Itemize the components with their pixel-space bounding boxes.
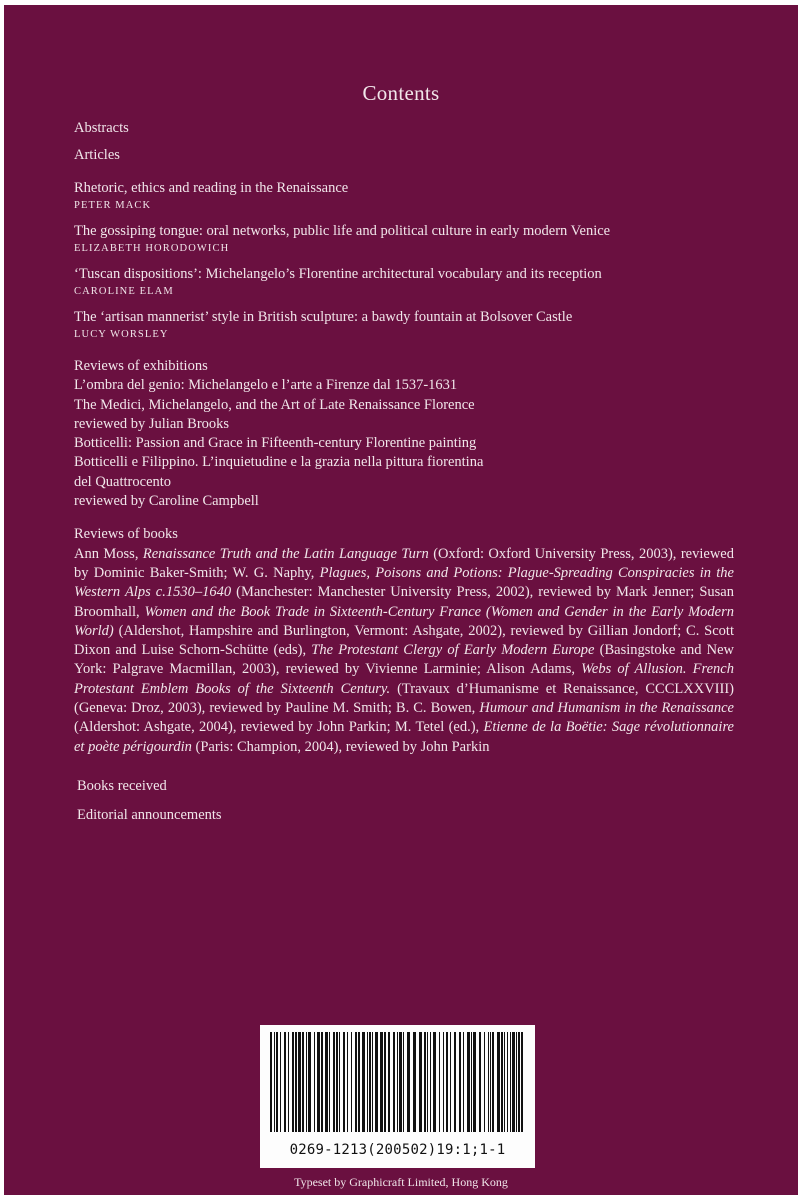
barcode-bar xyxy=(443,1032,444,1132)
barcode-bar xyxy=(427,1032,428,1132)
barcode-bar xyxy=(292,1032,294,1132)
page-title: Contents xyxy=(362,81,440,105)
barcode-bar xyxy=(439,1032,440,1132)
exhibition-line: reviewed by Julian Brooks xyxy=(74,415,230,432)
article-title: The ‘artisan mannerist’ style in British sculpture: a bawdy fountain at Bolsover Castle xyxy=(74,309,573,325)
barcode-bar xyxy=(518,1032,520,1132)
barcode-bar xyxy=(479,1032,481,1132)
barcode-bar xyxy=(302,1032,304,1132)
barcode-bar xyxy=(276,1032,278,1132)
barcode-bar xyxy=(521,1032,523,1132)
barcode-bar xyxy=(507,1032,508,1132)
barcode-bar xyxy=(446,1032,448,1132)
barcode-bar xyxy=(288,1032,289,1132)
barcode-bar xyxy=(325,1032,328,1132)
barcode-bar xyxy=(430,1032,431,1132)
article-title: The gossiping tongue: oral networks, public life and political culture in early modern Venice xyxy=(74,223,611,239)
barcode-bar xyxy=(306,1032,307,1132)
section-articles: Articles xyxy=(74,147,120,163)
barcode-bar xyxy=(343,1032,345,1132)
text-run: (Aldershot, Hampshire and Burlington, Vermont: Ashgate, 2002), reviewed by Gillian Jondorf; C. Scott Dixon and Luise Schorn-Schütte (eds), xyxy=(74,622,734,659)
barcode-label xyxy=(260,1025,535,1168)
article-entry xyxy=(74,222,734,257)
exhibition-line: del Quattrocento xyxy=(74,473,172,490)
exhibition-line: Botticelli e Filippino. L’inquietudine e la grazia nella pittura fiorentina xyxy=(74,454,484,471)
barcode-icon xyxy=(268,1032,527,1132)
barcode-bar xyxy=(504,1032,505,1132)
barcode-bar xyxy=(516,1032,517,1132)
editorial-announcements: Editorial announcements xyxy=(77,807,222,823)
barcode-bar xyxy=(424,1032,426,1132)
barcode-bar xyxy=(358,1032,360,1132)
article-author: ELIZABETH HORODOWICH xyxy=(74,243,230,254)
barcode-bar xyxy=(473,1032,476,1132)
barcode-bar xyxy=(321,1032,323,1132)
text-run: Ann Moss, xyxy=(74,545,143,562)
barcode-bar xyxy=(270,1032,272,1132)
books-heading: Reviews of books xyxy=(74,526,178,543)
typeset-credit: Typeset by Graphicraft Limited, Hong Kong xyxy=(294,1175,508,1189)
book-title: Women and the Book Trade in Sixteenth-Century France (Women and Gender in the Early Modern World) xyxy=(74,603,734,639)
book-title: The Protestant Clergy of Early Modern Europe xyxy=(311,642,595,659)
barcode-bar xyxy=(333,1032,335,1132)
barcode-bar xyxy=(454,1032,456,1132)
barcode-bar xyxy=(397,1032,398,1132)
barcode-bar xyxy=(450,1032,451,1132)
barcode-bar xyxy=(471,1032,472,1132)
article-entry xyxy=(74,265,734,300)
book-reviews-paragraph xyxy=(74,545,734,757)
text-run: (Aldershot: Ashgate, 2004), reviewed by John Parkin; M. Tetel (ed.), xyxy=(74,719,484,736)
barcode-bar xyxy=(274,1032,275,1132)
barcode-bar xyxy=(393,1032,395,1132)
barcode-bar xyxy=(459,1032,461,1132)
text-run: (Paris: Champion, 2004), reviewed by John Parkin xyxy=(191,738,490,755)
barcode-bar xyxy=(347,1032,348,1132)
barcode-bar xyxy=(403,1032,404,1132)
article-author: LUCY WORSLEY xyxy=(74,329,169,340)
barcode-bar xyxy=(308,1032,311,1132)
text-run: (Manchester: Manchester University Press, 2002), reviewed by Mark Jenner; Susan Broomhall, xyxy=(74,584,734,620)
barcode-bar xyxy=(317,1032,320,1132)
barcode-bar xyxy=(372,1032,373,1132)
barcode-bar xyxy=(492,1032,494,1132)
barcode-bar xyxy=(512,1032,515,1132)
barcode-bar xyxy=(375,1032,378,1132)
contents-tail xyxy=(77,777,222,825)
barcode-bar xyxy=(463,1032,464,1132)
exhibitions-heading: Reviews of exhibitions xyxy=(74,358,208,374)
barcode-bar xyxy=(510,1032,511,1132)
journal-back-cover xyxy=(4,5,798,1195)
barcode-bar xyxy=(399,1032,402,1132)
barcode-bar xyxy=(497,1032,500,1132)
exhibition-line: The Medici, Michelangelo, and the Art of Late Renaissance Florence xyxy=(74,396,475,413)
barcode-bar xyxy=(355,1032,357,1132)
book-reviews xyxy=(74,525,734,757)
barcode-bar xyxy=(380,1032,383,1132)
exhibition-line: reviewed by Caroline Campbell xyxy=(74,493,259,510)
barcode-bar xyxy=(388,1032,390,1132)
barcode-number: 0269-1213(200502)19:1;1-1 xyxy=(289,1142,506,1158)
article-author: PETER MACK xyxy=(74,200,152,211)
article-author: CAROLINE ELAM xyxy=(74,286,174,297)
barcode-bar xyxy=(407,1032,410,1132)
barcode-bar xyxy=(336,1032,338,1132)
book-title: Humour and Humanism in the Renaissance xyxy=(479,700,734,717)
article-title: ‘Tuscan dispositions’: Michelangelo’s Florentine architectural vocabulary and its reception xyxy=(74,266,602,282)
article-entry xyxy=(74,179,734,214)
barcode-bar xyxy=(298,1032,301,1132)
barcode-bar xyxy=(284,1032,286,1132)
book-title: Renaissance Truth and the Latin Language Turn xyxy=(142,545,429,562)
books-received: Books received xyxy=(77,778,167,794)
exhibition-line: L’ombra del genio: Michelangelo e l’arte a Firenze dal 1537-1631 xyxy=(74,377,458,394)
barcode-bar xyxy=(490,1032,491,1132)
barcode-bar xyxy=(329,1032,330,1132)
text-run: (Basingstoke and New York: Palgrave Macmillan, 2003), reviewed by Vivienne Larminie; Alison Adams, xyxy=(74,642,735,678)
book-title: Webs of Allusion. French Protestant Emblem Books of the Sixteenth Century. xyxy=(74,661,734,697)
section-abstracts: Abstracts xyxy=(74,120,129,136)
barcode-bar xyxy=(384,1032,386,1132)
barcode-bar xyxy=(362,1032,365,1132)
barcode-bar xyxy=(339,1032,340,1132)
book-title: Plagues, Poisons and Potions: Plague-Spreading Conspiracies in the Western Alps c.1530–1640 xyxy=(74,564,734,601)
barcode-bar xyxy=(501,1032,503,1132)
barcode-bar xyxy=(314,1032,315,1132)
text-run: (Travaux d’Humanisme et Renaissance, CCCLXXVIII) (Geneva: Droz, 2003), reviewed by Pauline M. Smith; B. C. Bowen, xyxy=(74,680,734,717)
barcode-bar xyxy=(467,1032,470,1132)
barcode-bar xyxy=(488,1032,489,1132)
text-run: (Oxford: Oxford University Press, 2003), reviewed by Dominic Baker-Smith; W. G. Naphy, xyxy=(74,545,734,581)
barcode-bar xyxy=(419,1032,422,1132)
barcode-bar xyxy=(280,1032,281,1132)
book-title: Etienne de la Boëtie: Sage révolutionnaire et poète périgourdin xyxy=(74,719,734,755)
exhibition-reviews xyxy=(74,357,734,511)
contents-list xyxy=(74,119,734,757)
barcode-bar xyxy=(413,1032,416,1132)
exhibition-line: Botticelli: Passion and Grace in Fifteenth-century Florentine painting xyxy=(74,435,477,452)
barcode-bar xyxy=(367,1032,368,1132)
article-title: Rhetoric, ethics and reading in the Renaissance xyxy=(74,180,349,196)
article-entry xyxy=(74,308,734,343)
barcode-bar xyxy=(369,1032,371,1132)
barcode-bar xyxy=(484,1032,485,1132)
barcode-bar xyxy=(295,1032,297,1132)
barcode-bar xyxy=(433,1032,436,1132)
barcode-bar xyxy=(351,1032,352,1132)
